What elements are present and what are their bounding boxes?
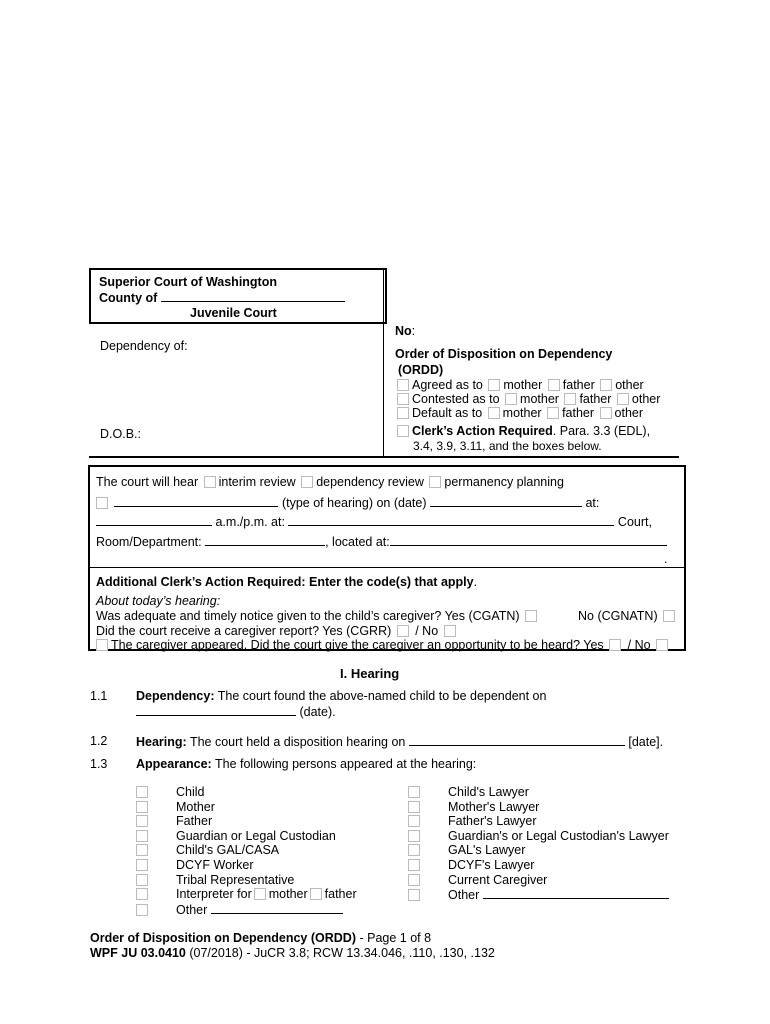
- interim-review-label: interim review: [218, 475, 296, 489]
- appearance-label: Appearance:: [136, 757, 212, 771]
- para-1-3-number: 1.3: [90, 757, 108, 771]
- county-line: [99, 290, 345, 305]
- default-other-label: other: [614, 406, 644, 420]
- room-field[interactable]: [205, 534, 325, 546]
- para-1-1-number: 1.1: [90, 689, 108, 703]
- permanency-planning-checkbox[interactable]: [429, 476, 441, 488]
- notice-question-text: Was adequate and timely notice given to the child’s caregiver? Yes (CGATN): [96, 609, 520, 623]
- case-number-colon: :: [411, 324, 416, 338]
- appearance-tribal: [136, 873, 294, 887]
- located-label: , located at:: [325, 535, 390, 549]
- mothers-lawyer-checkbox[interactable]: [408, 801, 420, 813]
- appearance-fathers-lawyer: [408, 814, 537, 828]
- court-name: Superior Court of Washington: [99, 275, 277, 289]
- cgatn-checkbox[interactable]: [525, 610, 537, 622]
- case-number-label: No: [395, 324, 412, 338]
- hearing-text: The court held a disposition hearing on: [186, 735, 406, 749]
- hearing-time-field[interactable]: [96, 514, 212, 526]
- clerk-action-label: Clerk’s Action Required: [412, 424, 553, 438]
- hearing-box-divider: [88, 567, 686, 568]
- other-left-field[interactable]: [211, 902, 343, 914]
- clerk-action-row: [395, 424, 650, 438]
- contested-father-checkbox[interactable]: [564, 393, 576, 405]
- permanency-planning-label: permanency planning: [444, 475, 564, 489]
- notice-question: [96, 609, 540, 623]
- guardians-lawyer-label: Guardian's or Legal Custodian's Lawyer: [448, 829, 669, 843]
- will-hear-row: [96, 475, 564, 489]
- additional-clerk-period: .: [473, 575, 478, 589]
- interpreter-label: Interpreter for: [176, 887, 252, 901]
- agreed-mother-checkbox[interactable]: [488, 379, 500, 391]
- appearance-text: The following persons appeared at the hearing:: [211, 757, 477, 771]
- agreed-other-label: other: [615, 378, 644, 392]
- county-label: County of: [99, 291, 158, 305]
- clerk-action-checkbox[interactable]: [397, 425, 409, 437]
- appeared-question-text: The caregiver appeared. Did the court give the caregiver an opportunity to be heard? Yes: [111, 638, 604, 652]
- gals-lawyer-label: GAL's Lawyer: [448, 843, 526, 857]
- heard-no-label: / No: [627, 638, 651, 652]
- dcyf-worker-checkbox[interactable]: [136, 859, 148, 871]
- hearing-type-field[interactable]: [114, 495, 278, 507]
- caption-bottom-rule: [89, 456, 679, 458]
- other-hearing-checkbox[interactable]: [96, 497, 108, 509]
- guardians-lawyer-checkbox[interactable]: [408, 830, 420, 842]
- appearance-guardian: [136, 829, 336, 843]
- caption-divider: [383, 268, 384, 458]
- appearance-gals-lawyer: [408, 843, 525, 857]
- interpreter-checkbox[interactable]: [136, 888, 148, 900]
- agreed-label: Agreed as to: [412, 378, 483, 392]
- clerk-action-para: . Para. 3.3 (EDL),: [552, 424, 651, 438]
- hearing-type-label: (type of hearing) on (date): [281, 496, 427, 510]
- report-no-checkbox[interactable]: [444, 625, 456, 637]
- interpreter-father-label: father: [324, 887, 357, 901]
- ampm-label: a.m./p.m. at:: [215, 515, 285, 529]
- footer-title-row: [90, 931, 431, 945]
- default-father-label: father: [562, 406, 595, 420]
- at-label: at:: [585, 496, 600, 510]
- tribal-checkbox[interactable]: [136, 874, 148, 886]
- default-other-checkbox[interactable]: [600, 407, 612, 419]
- footer-page: - Page 1 of 8: [356, 931, 432, 945]
- child-checkbox[interactable]: [136, 786, 148, 798]
- fathers-lawyer-checkbox[interactable]: [408, 815, 420, 827]
- gals-lawyer-checkbox[interactable]: [408, 844, 420, 856]
- para-1-1-date-row: [136, 704, 336, 719]
- para-1-3: [136, 757, 476, 771]
- appearance-guardians-lawyer: [408, 829, 669, 843]
- caregiver-appeared-checkbox[interactable]: [96, 639, 108, 651]
- court-label: Court,: [617, 515, 652, 529]
- juvenile-court: Juvenile Court: [190, 306, 277, 320]
- appearance-mother: [136, 800, 215, 814]
- agreed-row: [395, 378, 644, 392]
- appeared-question: [96, 638, 671, 652]
- father-label: Father: [176, 814, 213, 828]
- other-right-field[interactable]: [483, 887, 669, 899]
- location-period: .: [664, 552, 668, 566]
- dependency-text: The court found the above-named child to be dependent on: [214, 689, 547, 703]
- child-label: Child: [176, 785, 205, 799]
- appearance-dcyfs-lawyer: [408, 858, 534, 872]
- guardian-checkbox[interactable]: [136, 830, 148, 842]
- default-mother-label: mother: [502, 406, 542, 420]
- cgnatn-label: No (CGNATN): [578, 609, 658, 623]
- contested-label: Contested as to: [412, 392, 500, 406]
- contested-mother-checkbox[interactable]: [505, 393, 517, 405]
- childs-lawyer-label: Child's Lawyer: [448, 785, 529, 799]
- appearance-interpreter: [136, 887, 357, 901]
- dob-label: D.O.B.:: [100, 427, 141, 441]
- appearance-mothers-lawyer: [408, 800, 539, 814]
- heard-no-checkbox[interactable]: [656, 639, 668, 651]
- contested-mother-label: mother: [520, 392, 559, 406]
- room-label: Room/Department:: [96, 535, 202, 549]
- other-right-checkbox[interactable]: [408, 889, 420, 901]
- mother-checkbox[interactable]: [136, 801, 148, 813]
- notice-no: [578, 609, 678, 623]
- appearance-other-right: [408, 887, 669, 902]
- default-checkbox[interactable]: [397, 407, 409, 419]
- hearing-type-row: [94, 495, 599, 510]
- appearance-father: [136, 814, 212, 828]
- dependency-date-field[interactable]: [136, 704, 296, 716]
- report-question-text: Did the court receive a caregiver report? Yes (CGRR): [96, 624, 392, 638]
- report-no-label: / No: [415, 624, 439, 638]
- guardian-label: Guardian or Legal Custodian: [176, 829, 336, 843]
- dcyfs-lawyer-label: DCYF's Lawyer: [448, 858, 535, 872]
- location-field[interactable]: [390, 534, 667, 546]
- agreed-father-checkbox[interactable]: [548, 379, 560, 391]
- disposition-date-field[interactable]: [409, 734, 625, 746]
- dependency-review-checkbox[interactable]: [301, 476, 313, 488]
- court-name-field[interactable]: [288, 514, 614, 526]
- hearing-label: Hearing:: [136, 735, 187, 749]
- footer-title: Order of Disposition on Dependency (ORDD): [90, 931, 356, 945]
- father-checkbox[interactable]: [136, 815, 148, 827]
- default-row: [395, 406, 643, 420]
- interpreter-father-checkbox[interactable]: [310, 888, 322, 900]
- appearance-current-caregiver: [408, 873, 547, 887]
- current-caregiver-checkbox[interactable]: [408, 874, 420, 886]
- appearance-dcyf-worker: [136, 858, 254, 872]
- appearance-gal: [136, 843, 279, 857]
- appearance-child: [136, 785, 205, 799]
- appearance-other-left: [136, 902, 343, 917]
- para-1-2-number: 1.2: [90, 734, 108, 748]
- default-father-checkbox[interactable]: [547, 407, 559, 419]
- mother-label: Mother: [176, 800, 215, 814]
- disposition-date-label: [date].: [628, 735, 664, 749]
- case-number: [395, 324, 415, 338]
- clerk-action-para2: 3.4, 3.9, 3.11, and the boxes below.: [413, 439, 602, 453]
- default-label: Default as to: [412, 406, 483, 420]
- cgnatn-checkbox[interactable]: [663, 610, 675, 622]
- agreed-mother-label: mother: [503, 378, 543, 392]
- dependency-of-label: Dependency of:: [100, 339, 188, 353]
- current-caregiver-label: Current Caregiver: [448, 873, 548, 887]
- other-left-checkbox[interactable]: [136, 904, 148, 916]
- agreed-other-checkbox[interactable]: [600, 379, 612, 391]
- mothers-lawyer-label: Mother's Lawyer: [448, 800, 540, 814]
- county-field[interactable]: [161, 290, 345, 302]
- cgrr-checkbox[interactable]: [397, 625, 409, 637]
- additional-clerk-action: [96, 575, 477, 589]
- interpreter-mother-label: mother: [268, 887, 308, 901]
- contested-other-checkbox[interactable]: [617, 393, 629, 405]
- agreed-checkbox[interactable]: [397, 379, 409, 391]
- agreed-father-label: father: [562, 378, 595, 392]
- tribal-label: Tribal Representative: [176, 873, 295, 887]
- interim-review-checkbox[interactable]: [204, 476, 216, 488]
- fathers-lawyer-label: Father's Lawyer: [448, 814, 537, 828]
- dependency-date-label: (date).: [299, 705, 336, 719]
- contested-row: [395, 392, 660, 406]
- interpreter-mother-checkbox[interactable]: [254, 888, 266, 900]
- contested-checkbox[interactable]: [397, 393, 409, 405]
- dependency-label: Dependency:: [136, 689, 215, 703]
- para-1-1: [136, 689, 546, 703]
- order-title: Order of Disposition on Dependency: [395, 347, 613, 361]
- hearing-date-field[interactable]: [430, 495, 582, 507]
- additional-clerk-label: Additional Clerk’s Action Required: Enter the code(s) that apply: [96, 575, 474, 589]
- default-mother-checkbox[interactable]: [488, 407, 500, 419]
- footer-form-citation: (07/2018) - JuCR 3.8; RCW 13.34.046, .110, .130, .132: [185, 946, 495, 960]
- will-hear-label: The court will hear: [96, 475, 199, 489]
- other-right-label: Other: [448, 888, 480, 902]
- heard-yes-checkbox[interactable]: [609, 639, 621, 651]
- footer-form-row: [90, 946, 495, 960]
- section-heading: I. Hearing: [340, 666, 400, 681]
- room-row: [96, 534, 667, 549]
- dcyf-worker-label: DCYF Worker: [176, 858, 254, 872]
- dcyfs-lawyer-checkbox[interactable]: [408, 859, 420, 871]
- footer-form-number: WPF JU 03.0410: [90, 946, 186, 960]
- contested-father-label: father: [579, 392, 612, 406]
- about-today-label: About today’s hearing:: [96, 594, 221, 608]
- appearance-childs-lawyer: [408, 785, 529, 799]
- contested-other-label: other: [631, 392, 661, 406]
- dependency-review-label: dependency review: [316, 475, 424, 489]
- order-abbrev: (ORDD): [398, 363, 444, 377]
- hearing-time-row: [96, 514, 652, 529]
- gal-checkbox[interactable]: [136, 844, 148, 856]
- report-question: [96, 624, 459, 638]
- childs-lawyer-checkbox[interactable]: [408, 786, 420, 798]
- gal-label: Child's GAL/CASA: [176, 843, 280, 857]
- other-left-label: Other: [176, 903, 208, 917]
- para-1-2: [136, 734, 663, 749]
